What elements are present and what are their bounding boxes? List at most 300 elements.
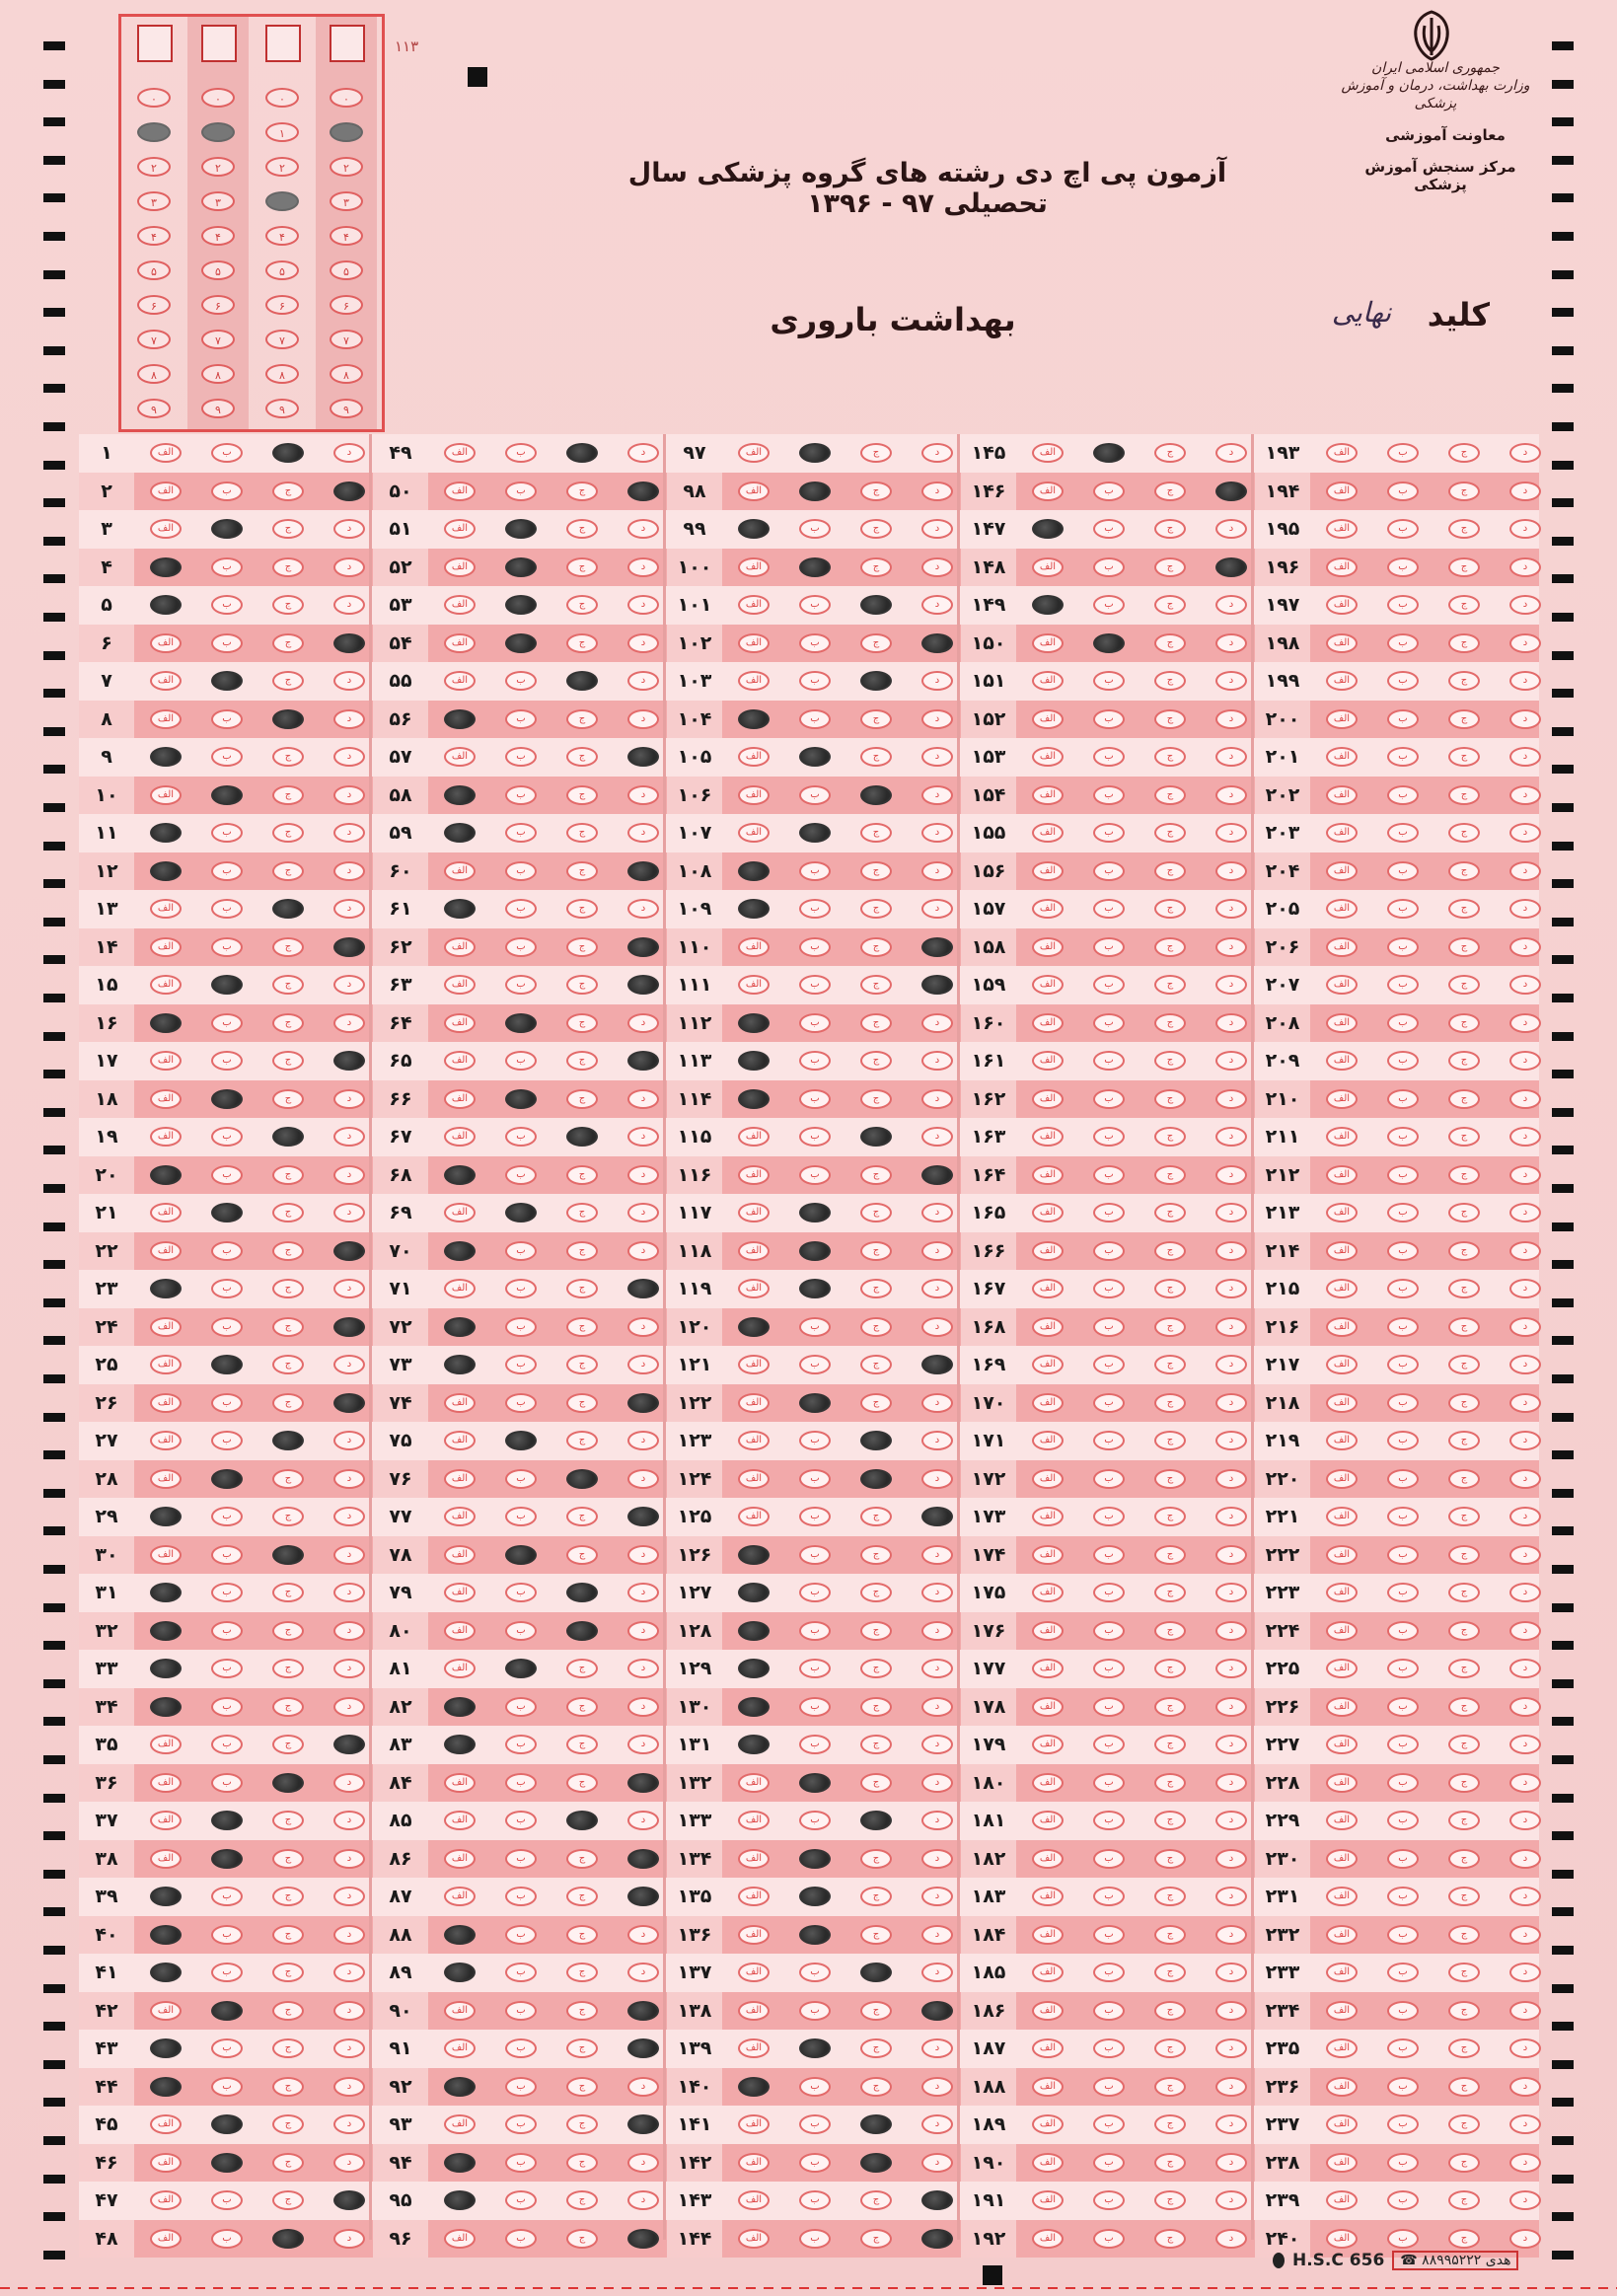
answer-bubble[interactable]: الف <box>1032 1659 1064 1678</box>
answer-bubble[interactable]: ج <box>1154 557 1186 577</box>
answer-bubble[interactable]: ج <box>1154 785 1186 805</box>
answer-bubble[interactable]: د <box>1509 1545 1541 1565</box>
answer-bubble[interactable]: د <box>921 481 953 501</box>
answer-bubble[interactable]: الف <box>1032 1393 1064 1413</box>
answer-bubble[interactable] <box>738 1735 770 1754</box>
answer-bubble[interactable]: ج <box>1154 1963 1186 1982</box>
answer-bubble[interactable]: الف <box>1326 1317 1358 1337</box>
answer-bubble[interactable]: الف <box>1326 785 1358 805</box>
answer-bubble[interactable]: الف <box>1326 2114 1358 2134</box>
answer-bubble[interactable] <box>505 1089 537 1109</box>
answer-bubble[interactable]: الف <box>150 1241 182 1261</box>
answer-bubble[interactable]: د <box>1215 2229 1247 2249</box>
answer-bubble[interactable]: الف <box>444 1849 476 1869</box>
answer-bubble[interactable]: ج <box>566 2077 598 2097</box>
answer-bubble[interactable]: ج <box>860 1089 892 1109</box>
answer-bubble[interactable]: د <box>1215 2114 1247 2134</box>
answer-bubble[interactable]: ب <box>505 1317 537 1337</box>
answer-bubble[interactable]: د <box>921 2114 953 2134</box>
code-bubble[interactable]: ۰ <box>201 88 235 108</box>
answer-bubble[interactable]: ج <box>566 747 598 767</box>
answer-bubble[interactable]: الف <box>150 1849 182 1869</box>
answer-bubble[interactable] <box>860 671 892 691</box>
code-bubble[interactable]: ۰ <box>265 88 299 108</box>
answer-bubble[interactable]: ب <box>211 1127 243 1147</box>
answer-bubble[interactable]: د <box>1509 1925 1541 1945</box>
answer-bubble[interactable]: د <box>1215 1393 1247 1413</box>
answer-bubble[interactable]: الف <box>444 1507 476 1526</box>
answer-bubble[interactable]: د <box>333 899 365 919</box>
answer-bubble[interactable]: ب <box>505 1051 537 1071</box>
answer-bubble[interactable] <box>738 1089 770 1109</box>
answer-bubble[interactable]: ب <box>1093 1431 1125 1450</box>
answer-bubble[interactable]: الف <box>1326 1925 1358 1945</box>
answer-bubble[interactable]: د <box>1509 1507 1541 1526</box>
answer-bubble[interactable]: الف <box>1032 1811 1064 1830</box>
code-bubble[interactable]: ۹ <box>201 399 235 418</box>
answer-bubble[interactable]: د <box>627 557 659 577</box>
answer-bubble[interactable]: الف <box>738 1241 770 1261</box>
answer-bubble[interactable]: ج <box>1154 1089 1186 1109</box>
answer-bubble[interactable] <box>211 1355 243 1374</box>
answer-bubble[interactable]: ب <box>1387 747 1419 767</box>
answer-bubble[interactable]: د <box>1509 1279 1541 1298</box>
answer-bubble[interactable]: الف <box>444 1621 476 1641</box>
answer-bubble[interactable]: الف <box>1032 1051 1064 1071</box>
answer-bubble[interactable]: ب <box>1093 1507 1125 1526</box>
answer-bubble[interactable]: الف <box>1326 1127 1358 1147</box>
answer-bubble[interactable]: د <box>333 1013 365 1033</box>
answer-bubble[interactable]: الف <box>444 1089 476 1109</box>
answer-bubble[interactable]: ج <box>272 1279 304 1298</box>
answer-bubble[interactable]: ج <box>1154 1545 1186 1565</box>
answer-bubble[interactable]: ب <box>799 1583 831 1602</box>
answer-bubble[interactable]: ب <box>799 2077 831 2097</box>
answer-bubble[interactable]: ج <box>566 785 598 805</box>
answer-bubble[interactable]: الف <box>444 2001 476 2021</box>
answer-bubble[interactable] <box>333 1735 365 1754</box>
answer-bubble[interactable]: د <box>627 1469 659 1489</box>
answer-bubble[interactable]: ج <box>1448 2038 1480 2058</box>
answer-bubble[interactable] <box>738 2077 770 2097</box>
answer-bubble[interactable]: ج <box>1154 1621 1186 1641</box>
answer-bubble[interactable] <box>211 785 243 805</box>
code-bubble[interactable]: ۵ <box>137 260 171 280</box>
answer-bubble[interactable]: د <box>921 1089 953 1109</box>
answer-bubble[interactable] <box>799 1925 831 1945</box>
answer-bubble[interactable] <box>150 1583 182 1602</box>
answer-bubble[interactable]: د <box>1215 1659 1247 1678</box>
answer-bubble[interactable]: الف <box>1326 1697 1358 1717</box>
answer-bubble[interactable]: د <box>1509 1659 1541 1678</box>
answer-bubble[interactable]: ب <box>799 709 831 729</box>
answer-bubble[interactable]: ج <box>272 1659 304 1678</box>
answer-bubble[interactable]: ج <box>1154 1241 1186 1261</box>
answer-bubble[interactable]: ب <box>1387 2077 1419 2097</box>
answer-bubble[interactable]: ب <box>1387 785 1419 805</box>
answer-bubble[interactable]: الف <box>150 519 182 539</box>
answer-bubble[interactable] <box>272 1127 304 1147</box>
answer-bubble[interactable]: د <box>627 1697 659 1717</box>
answer-bubble[interactable]: ب <box>1093 1735 1125 1754</box>
answer-bubble[interactable]: الف <box>150 1773 182 1793</box>
answer-bubble[interactable]: الف <box>1032 633 1064 653</box>
answer-bubble[interactable]: ب <box>799 1963 831 1982</box>
answer-bubble[interactable]: ب <box>211 2077 243 2097</box>
answer-bubble[interactable]: ج <box>860 1203 892 1222</box>
answer-bubble[interactable]: الف <box>1032 975 1064 995</box>
code-entry-box[interactable] <box>330 25 365 62</box>
answer-bubble[interactable]: ب <box>1387 1925 1419 1945</box>
answer-bubble[interactable]: ب <box>211 861 243 881</box>
answer-bubble[interactable]: د <box>333 671 365 691</box>
answer-bubble[interactable]: د <box>627 1165 659 1185</box>
answer-bubble[interactable]: د <box>333 1963 365 1982</box>
answer-bubble[interactable] <box>272 1431 304 1450</box>
answer-bubble[interactable]: الف <box>1326 1887 1358 1906</box>
answer-bubble[interactable]: ج <box>1154 1849 1186 1869</box>
answer-bubble[interactable]: الف <box>150 2001 182 2021</box>
answer-bubble[interactable]: د <box>921 1051 953 1071</box>
answer-bubble[interactable]: ب <box>799 861 831 881</box>
answer-bubble[interactable]: الف <box>738 443 770 463</box>
answer-bubble[interactable]: ج <box>272 1887 304 1906</box>
answer-bubble[interactable]: ب <box>799 1469 831 1489</box>
answer-bubble[interactable]: ب <box>211 1735 243 1754</box>
answer-bubble[interactable]: الف <box>1326 1659 1358 1678</box>
answer-bubble[interactable]: ب <box>1387 899 1419 919</box>
answer-bubble[interactable]: الف <box>444 1887 476 1906</box>
answer-bubble[interactable]: الف <box>738 1773 770 1793</box>
answer-bubble[interactable]: ب <box>1387 557 1419 577</box>
code-bubble[interactable]: ۳ <box>201 191 235 211</box>
answer-bubble[interactable]: الف <box>1032 443 1064 463</box>
answer-bubble[interactable]: ج <box>1448 1165 1480 1185</box>
answer-bubble[interactable]: ب <box>799 633 831 653</box>
answer-bubble[interactable]: ج <box>1154 1013 1186 1033</box>
answer-bubble[interactable]: الف <box>1032 1963 1064 1982</box>
code-bubble[interactable]: ۳ <box>330 191 363 211</box>
answer-bubble[interactable]: د <box>1509 1013 1541 1033</box>
answer-bubble[interactable]: الف <box>150 785 182 805</box>
answer-bubble[interactable]: الف <box>1326 671 1358 691</box>
answer-bubble[interactable]: ج <box>1448 1659 1480 1678</box>
answer-bubble[interactable]: ج <box>566 1963 598 1982</box>
answer-bubble[interactable]: الف <box>444 1811 476 1830</box>
answer-bubble[interactable]: د <box>1509 709 1541 729</box>
answer-bubble[interactable]: ب <box>211 937 243 957</box>
answer-bubble[interactable]: ج <box>1154 709 1186 729</box>
answer-bubble[interactable]: د <box>921 785 953 805</box>
answer-bubble[interactable]: ج <box>860 481 892 501</box>
answer-bubble[interactable]: د <box>1509 747 1541 767</box>
answer-bubble[interactable]: الف <box>444 1659 476 1678</box>
answer-bubble[interactable]: ب <box>1093 1849 1125 1869</box>
answer-bubble[interactable]: الف <box>738 1279 770 1298</box>
answer-bubble[interactable]: د <box>1215 823 1247 843</box>
answer-bubble[interactable]: د <box>627 1963 659 1982</box>
answer-bubble[interactable]: ج <box>566 1051 598 1071</box>
answer-bubble[interactable]: ج <box>1448 937 1480 957</box>
answer-bubble[interactable]: الف <box>738 671 770 691</box>
answer-bubble[interactable]: ب <box>211 1317 243 1337</box>
answer-bubble[interactable]: ج <box>860 1849 892 1869</box>
answer-bubble[interactable]: د <box>921 2077 953 2097</box>
code-bubble[interactable]: ۶ <box>201 295 235 315</box>
answer-bubble[interactable]: الف <box>444 2229 476 2249</box>
answer-bubble[interactable]: ج <box>860 2038 892 2058</box>
answer-bubble[interactable] <box>333 1317 365 1337</box>
answer-bubble[interactable]: ب <box>799 1317 831 1337</box>
answer-bubble[interactable]: ج <box>566 975 598 995</box>
answer-bubble[interactable] <box>444 1317 476 1337</box>
answer-bubble[interactable]: د <box>1509 1735 1541 1754</box>
code-bubble[interactable]: ۴ <box>265 226 299 246</box>
answer-bubble[interactable]: ج <box>860 823 892 843</box>
answer-bubble[interactable]: ج <box>566 1355 598 1374</box>
answer-bubble[interactable]: ج <box>566 1507 598 1526</box>
answer-bubble[interactable]: ج <box>272 481 304 501</box>
code-bubble[interactable]: ۷ <box>265 330 299 349</box>
answer-bubble[interactable]: الف <box>738 1963 770 1982</box>
answer-bubble[interactable] <box>505 1545 537 1565</box>
answer-bubble[interactable] <box>211 1811 243 1830</box>
answer-bubble[interactable]: ج <box>1154 1317 1186 1337</box>
answer-bubble[interactable]: ج <box>272 823 304 843</box>
answer-bubble[interactable]: ب <box>505 1621 537 1641</box>
answer-bubble[interactable] <box>211 975 243 995</box>
answer-bubble[interactable]: الف <box>444 1013 476 1033</box>
answer-bubble[interactable]: ج <box>272 785 304 805</box>
answer-bubble[interactable]: د <box>1215 595 1247 615</box>
answer-bubble[interactable]: ب <box>505 2001 537 2021</box>
code-entry-box[interactable] <box>265 25 301 62</box>
answer-bubble[interactable]: ج <box>566 709 598 729</box>
answer-bubble[interactable]: الف <box>1326 1431 1358 1450</box>
answer-bubble[interactable]: الف <box>738 2001 770 2021</box>
answer-bubble[interactable]: د <box>921 443 953 463</box>
answer-bubble[interactable]: الف <box>1032 1583 1064 1602</box>
answer-bubble[interactable]: ج <box>860 2190 892 2210</box>
answer-bubble[interactable]: ب <box>505 2190 537 2210</box>
answer-bubble[interactable]: ج <box>1448 747 1480 767</box>
answer-bubble[interactable]: الف <box>738 975 770 995</box>
answer-bubble[interactable]: الف <box>1032 1317 1064 1337</box>
answer-bubble[interactable]: ب <box>1093 519 1125 539</box>
answer-bubble[interactable] <box>627 2038 659 2058</box>
answer-bubble[interactable]: الف <box>1032 1849 1064 1869</box>
answer-bubble[interactable]: ب <box>1387 2229 1419 2249</box>
answer-bubble[interactable]: ب <box>1387 1469 1419 1489</box>
answer-bubble[interactable]: د <box>1215 1127 1247 1147</box>
answer-bubble[interactable]: ب <box>211 747 243 767</box>
answer-bubble[interactable]: ج <box>566 2038 598 2058</box>
answer-bubble[interactable]: ج <box>1448 1393 1480 1413</box>
answer-bubble[interactable]: د <box>333 975 365 995</box>
answer-bubble[interactable]: ج <box>1448 2229 1480 2249</box>
answer-bubble[interactable]: الف <box>444 2114 476 2134</box>
answer-bubble[interactable]: الف <box>1326 861 1358 881</box>
answer-bubble[interactable] <box>627 937 659 957</box>
answer-bubble[interactable]: ج <box>272 2153 304 2173</box>
answer-bubble[interactable]: الف <box>150 2190 182 2210</box>
answer-bubble[interactable]: ب <box>211 2190 243 2210</box>
answer-bubble[interactable]: ج <box>1154 1811 1186 1830</box>
answer-bubble[interactable]: د <box>1215 1507 1247 1526</box>
answer-bubble[interactable]: ب <box>505 1849 537 1869</box>
answer-bubble[interactable]: ب <box>505 1393 537 1413</box>
answer-bubble[interactable]: ب <box>1093 975 1125 995</box>
answer-bubble[interactable] <box>921 633 953 653</box>
answer-bubble[interactable]: د <box>333 1621 365 1641</box>
answer-bubble[interactable]: ج <box>272 2001 304 2021</box>
answer-bubble[interactable]: الف <box>1032 1507 1064 1526</box>
answer-bubble[interactable]: ج <box>860 747 892 767</box>
answer-bubble[interactable]: الف <box>1032 1469 1064 1489</box>
answer-bubble[interactable]: ج <box>272 1051 304 1071</box>
answer-bubble[interactable]: الف <box>738 557 770 577</box>
answer-bubble[interactable]: د <box>1509 1203 1541 1222</box>
answer-bubble[interactable]: ج <box>272 1583 304 1602</box>
answer-bubble[interactable]: ج <box>1154 937 1186 957</box>
answer-bubble[interactable]: ج <box>860 2229 892 2249</box>
answer-bubble[interactable]: ب <box>1093 1051 1125 1071</box>
code-bubble[interactable]: ۴ <box>137 226 171 246</box>
answer-bubble[interactable]: الف <box>738 2114 770 2134</box>
answer-bubble[interactable]: ب <box>1387 1431 1419 1450</box>
answer-bubble[interactable]: الف <box>738 1925 770 1945</box>
answer-bubble[interactable]: ج <box>272 1963 304 1982</box>
answer-bubble[interactable]: ج <box>1448 2190 1480 2210</box>
code-bubble[interactable]: ۹ <box>265 399 299 418</box>
answer-bubble[interactable]: د <box>1215 1355 1247 1374</box>
answer-bubble[interactable]: الف <box>1326 481 1358 501</box>
code-bubble[interactable]: ۴ <box>330 226 363 246</box>
code-bubble[interactable]: ۴ <box>201 226 235 246</box>
answer-bubble[interactable]: الف <box>1032 937 1064 957</box>
answer-bubble[interactable]: ب <box>1387 1697 1419 1717</box>
answer-bubble[interactable]: ب <box>799 899 831 919</box>
answer-bubble[interactable]: ج <box>1448 557 1480 577</box>
answer-bubble[interactable] <box>738 1659 770 1678</box>
answer-bubble[interactable]: ب <box>1093 595 1125 615</box>
answer-bubble[interactable] <box>738 1317 770 1337</box>
answer-bubble[interactable]: الف <box>1326 1051 1358 1071</box>
answer-bubble[interactable] <box>921 1507 953 1526</box>
answer-bubble[interactable]: د <box>1509 1355 1541 1374</box>
answer-bubble[interactable] <box>860 1127 892 1147</box>
answer-bubble[interactable]: ب <box>799 1355 831 1374</box>
code-entry-box[interactable] <box>201 25 237 62</box>
answer-bubble[interactable]: الف <box>1032 1887 1064 1906</box>
answer-bubble[interactable]: ب <box>1093 2114 1125 2134</box>
answer-bubble[interactable] <box>566 671 598 691</box>
answer-bubble[interactable]: ب <box>1387 1773 1419 1793</box>
answer-bubble[interactable] <box>150 823 182 843</box>
answer-bubble[interactable]: د <box>1509 1393 1541 1413</box>
answer-bubble[interactable]: د <box>921 823 953 843</box>
answer-bubble[interactable] <box>444 709 476 729</box>
answer-bubble[interactable]: د <box>333 823 365 843</box>
answer-bubble[interactable]: ب <box>799 1659 831 1678</box>
answer-bubble[interactable]: ج <box>272 1621 304 1641</box>
answer-bubble[interactable]: الف <box>444 1431 476 1450</box>
answer-bubble[interactable]: الف <box>1326 1203 1358 1222</box>
answer-bubble[interactable] <box>444 1355 476 1374</box>
answer-bubble[interactable]: ب <box>1387 1849 1419 1869</box>
answer-bubble[interactable] <box>150 1507 182 1526</box>
answer-bubble[interactable]: الف <box>1326 1735 1358 1754</box>
answer-bubble[interactable]: الف <box>1326 1811 1358 1830</box>
answer-bubble[interactable] <box>860 1431 892 1450</box>
answer-bubble[interactable]: ب <box>1387 1735 1419 1754</box>
answer-bubble[interactable] <box>566 1469 598 1489</box>
answer-bubble[interactable]: ج <box>1448 671 1480 691</box>
code-bubble[interactable]: ۵ <box>330 260 363 280</box>
answer-bubble[interactable] <box>566 443 598 463</box>
answer-bubble[interactable]: د <box>921 1013 953 1033</box>
answer-bubble[interactable]: ب <box>1387 1051 1419 1071</box>
answer-bubble[interactable]: د <box>1215 1735 1247 1754</box>
answer-bubble[interactable]: ج <box>566 1431 598 1450</box>
answer-bubble[interactable]: الف <box>150 1545 182 1565</box>
answer-bubble[interactable] <box>1032 595 1064 615</box>
answer-bubble[interactable]: ج <box>272 1507 304 1526</box>
answer-bubble[interactable]: د <box>333 1165 365 1185</box>
answer-bubble[interactable]: د <box>921 1697 953 1717</box>
code-bubble[interactable]: ۰ <box>137 88 171 108</box>
answer-bubble[interactable]: د <box>1509 481 1541 501</box>
answer-bubble[interactable] <box>860 1811 892 1830</box>
answer-bubble[interactable]: ج <box>860 1507 892 1526</box>
answer-bubble[interactable]: د <box>1509 1469 1541 1489</box>
answer-bubble[interactable]: ب <box>799 1621 831 1641</box>
answer-bubble[interactable] <box>627 1507 659 1526</box>
answer-bubble[interactable]: ج <box>566 1241 598 1261</box>
answer-bubble[interactable]: ب <box>1093 1773 1125 1793</box>
answer-bubble[interactable]: ج <box>272 1735 304 1754</box>
answer-bubble[interactable] <box>333 937 365 957</box>
answer-bubble[interactable]: الف <box>1326 1545 1358 1565</box>
answer-bubble[interactable]: ج <box>1154 1469 1186 1489</box>
answer-bubble[interactable]: ب <box>1093 481 1125 501</box>
answer-bubble[interactable]: د <box>921 1773 953 1793</box>
answer-bubble[interactable]: ب <box>1093 823 1125 843</box>
answer-bubble[interactable]: ب <box>1387 2001 1419 2021</box>
answer-bubble[interactable]: ب <box>1387 443 1419 463</box>
answer-bubble[interactable]: ج <box>272 595 304 615</box>
answer-bubble[interactable] <box>444 2153 476 2173</box>
answer-bubble[interactable]: الف <box>150 899 182 919</box>
answer-bubble[interactable]: ج <box>860 861 892 881</box>
answer-bubble[interactable]: ب <box>799 937 831 957</box>
answer-bubble[interactable]: د <box>333 1811 365 1830</box>
answer-bubble[interactable]: ج <box>1154 823 1186 843</box>
code-bubble[interactable]: ۶ <box>265 295 299 315</box>
answer-bubble[interactable]: ب <box>505 1165 537 1185</box>
answer-bubble[interactable]: الف <box>150 671 182 691</box>
answer-bubble[interactable] <box>738 709 770 729</box>
answer-bubble[interactable]: ج <box>566 1887 598 1906</box>
answer-bubble[interactable]: د <box>921 595 953 615</box>
answer-bubble[interactable]: ب <box>1093 1317 1125 1337</box>
answer-bubble[interactable]: ج <box>566 1925 598 1945</box>
answer-bubble[interactable] <box>738 1621 770 1641</box>
answer-bubble[interactable]: د <box>921 1393 953 1413</box>
answer-bubble[interactable] <box>150 1925 182 1945</box>
answer-bubble[interactable] <box>150 557 182 577</box>
answer-bubble[interactable]: ج <box>566 1773 598 1793</box>
